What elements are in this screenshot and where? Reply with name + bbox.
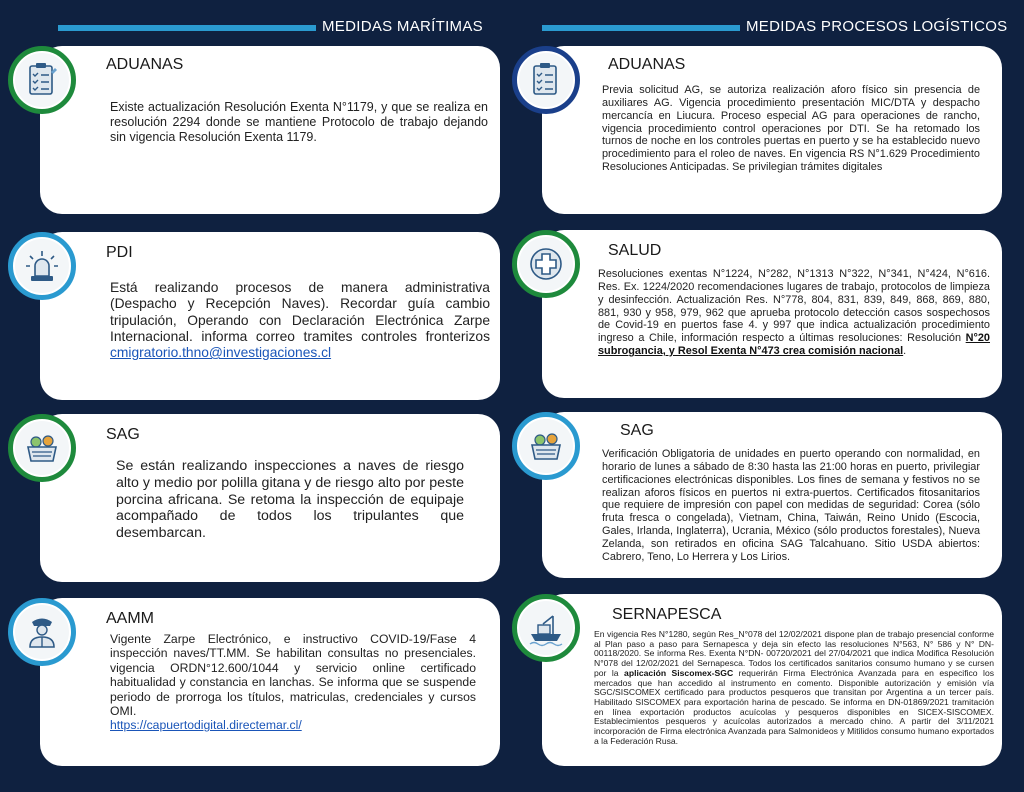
- card-title: SAG: [620, 422, 654, 439]
- right-header-bar: [542, 25, 740, 31]
- alarm-light-icon: [22, 246, 62, 286]
- card-body: Resoluciones exentas N°1224, N°282, N°1313 N°322, N°341, N°424, N°616. Res. Ex. 1224/2020 recomendaciones lugares de trabajo, protocolos de limpieza y desinfección. Actualización Res. N°778, 804, 831, 839, 849, 868, 869, 880, 881, 930 y 958, 979, 962 que aprueba protocolo detección casos sospechosos de Covid-19 en puertos fase 4. y 997 que indica actualización procedimiento ingreso a Chile, información respecto a últimas resoluciones: Resolución N°20 subrogancia, y Resol Exenta N°473 crea comisión nacional.: [598, 268, 990, 358]
- pdi-text: Está realizando procesos de manera administrativa (Despacho y Recepción Naves). Recordar guía cambio tripulación, Operando con Declaración Electrónica Zarpe Internacional. informa correo tramites controles fronterizos: [110, 280, 490, 344]
- card-body: [594, 630, 994, 746]
- card-body: [110, 632, 476, 733]
- sernapesca-text-a: En vigencia Res N°1280, según Res_N°078 del 12/02/2021 dispone plan de trabajo presencial conforme al Plan paso a paso para Sernapesca y deja sin efecto las resoluciones N°563, N° 586 y N° DN- 00118/2020. Se informa Res. Exenta N°DN- 00720/2021 del 27/04/2021 que indica Modifica Resolución N°078 del 12/02/2021 del Sernapesca. Todos los certificados sanitarios consumo humano y se cursen por la: [594, 629, 994, 678]
- card-title: AAMM: [106, 610, 154, 627]
- card-aamm: [40, 598, 500, 766]
- checklist-icon: [526, 60, 566, 100]
- salud-bold-resolution: N°20 subrogancia, y Resol Exenta N°473 crea comisión nacional: [598, 332, 990, 358]
- card-pdi: [40, 232, 500, 400]
- produce-basket-icon: [22, 428, 62, 468]
- pdi-icon-badge: [8, 232, 76, 300]
- medical-cross-icon: [526, 244, 566, 284]
- card-title: SERNAPESCA: [612, 606, 722, 623]
- sag-logistica-icon-badge: [512, 412, 580, 480]
- sernapesca-icon-badge: [512, 594, 580, 662]
- fishing-ship-icon: [526, 608, 566, 648]
- card-sag-maritimo: [40, 414, 500, 582]
- left-header-bar: [58, 25, 316, 31]
- card-title: ADUANAS: [608, 56, 686, 73]
- aamm-icon-badge: [8, 598, 76, 666]
- checklist-icon: [22, 60, 62, 100]
- card-body: [110, 280, 490, 361]
- naval-officer-icon: [22, 612, 62, 652]
- right-column-title: MEDIDAS PROCESOS LOGÍSTICOS: [746, 18, 1008, 35]
- card-body: Previa solicitud AG, se autoriza realización aforo físico sin presencia de auxiliares AG. Vigencia procedimiento presentación MIC/DTA y despacho mercancía en Liucura. Proceso especial AG para operaciones de rancho, vigencia procedimiento control operaciones por DTI. Se ha retomado los turnos de noche en los controles puertas en puerto y se ha establecido nuevo procedimiento para el roleo de naves. En vigencia RS N°1.629 Procedimiento Resoluciones Anticipadas. Se privilegian trámites digitales: [602, 84, 980, 174]
- card-sernapesca: [542, 594, 1002, 766]
- aduanas-icon-badge: [8, 46, 76, 114]
- salud-icon-badge: [512, 230, 580, 298]
- card-title: ADUANAS: [106, 56, 184, 73]
- card-body: Se están realizando inspecciones a naves de riesgo alto y medio por polilla gitana y de riesgo alto por peste porcina africana. Se retoma la inspección de equipaje acompañado de todos los tripulantes que desembarcan.: [116, 458, 464, 541]
- pdi-email-link[interactable]: cmigratorio.thno@investigaciones.cl: [110, 345, 332, 361]
- card-aduanas-logistica: [542, 46, 1002, 214]
- aduanas-logistica-icon-badge: [512, 46, 580, 114]
- left-column-title: MEDIDAS MARÍTIMAS: [322, 18, 483, 35]
- produce-basket-icon: [526, 426, 566, 466]
- sag-icon-badge: [8, 414, 76, 482]
- card-body: Verificación Obligatoria de unidades en puerto operando con normalidad, en horario de lunes a sábado de 8:30 hasta las 21:00 horas en puerto, privilegiar certificaciones electrónicas disponibles. Los fines de semana y festivos no se realizan aforos físicos en puertos ni extra-puertos. Certificados fitosanitarios que requiere de impresión con papel con medidas de seguridad: Corea (sólo fruta fresca o congelada), Vietnam, China, Taiwán, Reino Unido (Escocia, Gales, Irlanda, Inglaterra), Ucrania, México (sólo productos forestales), Nueva Zelanda, son retirados en oficina SAG Talcahuano. Sitio USDA abiertos: Cabrero, Teno, Lo Herrera y Los Lirios.: [602, 448, 980, 563]
- card-body: Existe actualización Resolución Exenta N°1179, y que se realiza en resolución 2294 donde se mantiene Protocolo de trabajo dejando sin vigencia Resolución Exenta 1179.: [110, 100, 488, 144]
- card-title: PDI: [106, 244, 133, 261]
- aamm-portal-link[interactable]: https://capuertodigital.directemar.cl/: [110, 718, 302, 733]
- card-sag-logistica: [542, 412, 1002, 578]
- card-salud: [542, 230, 1002, 398]
- card-title: SAG: [106, 426, 140, 443]
- salud-text: Resoluciones exentas N°1224, N°282, N°1313 N°322, N°341, N°424, N°616. Res. Ex. 1224/2020 recomendaciones lugares de trabajo, protocolos de limpieza y desinfección. Actualización Res. N°778, 804, 831, 839, 849, 868, 869, 880, 881, 930 y 958, 979, 962 que aprueba protocolo detección casos sospechosos de Covid-19 en puertos fase 4. y 997 que indica actualización procedimiento ingreso a Chile, información respecto a últimas resoluciones: Resolución: [598, 268, 990, 345]
- sernapesca-text-b: requerirán Firma Electrónica Avanzada para en especifico los mercados que han accedido al instrumento en comento. Disponible autorización y emisión vía SGC/SISCOMEX certificado para productos pesqueros que transitan por Argentina a un tercer país. Habilitado SISCOMEX para exportación harina de pescado. Se informa en DN-01869/2021 tramitación en línea exportación productos acuícolas y pesqueros disponibles en SICEX-SISCOMEX. Establecimientos pesqueros y acuícolas autorizados a mercado chino. A partir del 3/11/2021 incorporación de Firma electrónica Avanzada para Salmonideos y Mitilidos consumo humano exportados a la Federación Rusa.: [594, 667, 995, 746]
- aamm-text: Vigente Zarpe Electrónico, e instructivo COVID-19/Fase 4 inspección naves/TT.MM. Se habilitan consultas no presenciales. vigencia ORDN°12.600/1044 y servicio online certificado habitualidad y constancia en lanchas. Se informa que se suspende periodo de prorroga los títulos, matriculas, credenciales y cursos OMI.: [110, 632, 476, 718]
- sernapesca-bold-app: aplicación Siscomex-SGC: [624, 667, 734, 678]
- card-title: SALUD: [608, 242, 662, 259]
- card-aduanas-maritimas: [40, 46, 500, 214]
